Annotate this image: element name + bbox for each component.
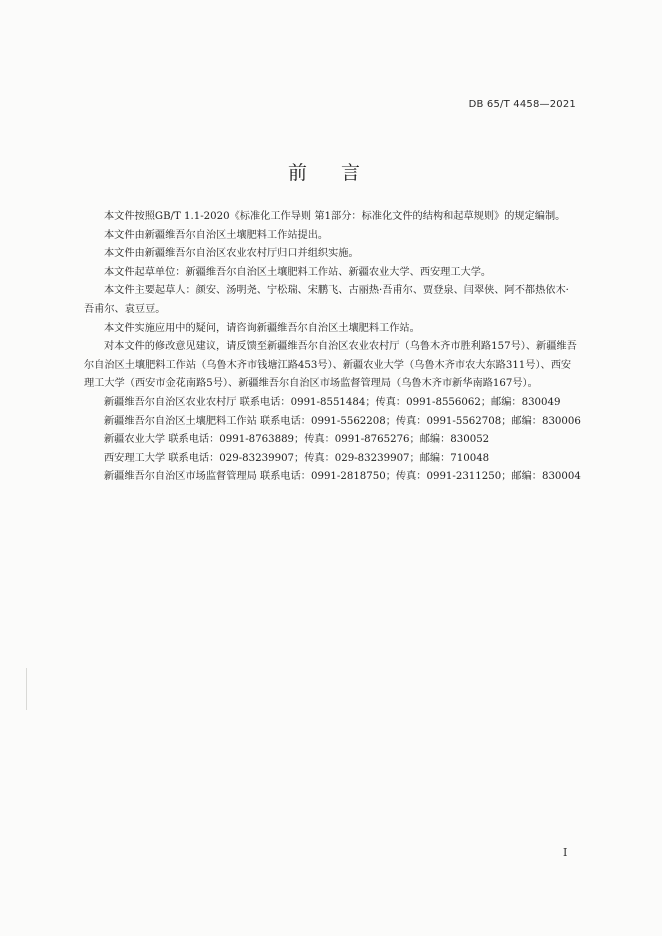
contact-line: 新疆维吾尔自治区农业农村厅 联系电话：0991-8551484；传真：0991-8556062；邮编：830049 xyxy=(104,396,561,408)
paragraph-drafting-rules: 本文件按照GB/T 1.1-2020《标准化工作导则 第1部分：标准化文件的结构和起草规则》的规定编制。 xyxy=(104,211,566,222)
paragraph-proposed-by: 本文件由新疆维吾尔自治区土壤肥料工作站提出。 xyxy=(104,229,329,241)
paragraph-consultation: 本文件实施应用中的疑问，请咨询新疆维吾尔自治区土壤肥料工作站。 xyxy=(104,322,420,334)
paragraph-managed-by: 本文件由新疆维吾尔自治区农业农村厅归口并组织实施。 xyxy=(104,248,359,260)
page-number: I xyxy=(563,846,568,859)
paragraph-drafters: 本文件主要起草人：颜安、汤明尧、宁松瑞、宋鹏飞、古丽热·吾甫尔、贾登泉、闫翠侠、阿不都热依木·吾甫尔、袁豆豆。 xyxy=(84,285,569,315)
paragraph-drafting-units: 本文件起草单位：新疆维吾尔自治区土壤肥料工作站、新疆农业大学、西安理工大学。 xyxy=(104,266,492,278)
contact-line: 西安理工大学 联系电话：029-83239907；传真：029-83239907；邮编：710048 xyxy=(104,452,490,464)
document-code: DB 65/T 4458—2021 xyxy=(468,99,576,110)
foreword-body xyxy=(84,208,581,487)
paragraph-feedback-addresses: 对本文件的修改意见建议，请反馈至新疆维吾尔自治区农业农村厅（乌鲁木齐市胜利路157号）、新疆维吾尔自治区土壤肥料工作站（乌鲁木齐市钱塘江路453号）、新疆农业大学（乌鲁木齐市农大东路311号）、西安理工大学（西安市金花南路5号）、新疆维吾尔自治区市场监督管理局（乌鲁木齐市新华南路167号）。 xyxy=(84,341,577,390)
contact-line: 新疆维吾尔自治区市场监督管理局 联系电话：0991-2818750；传真：0991-2311250；邮编：830004 xyxy=(104,471,581,483)
contact-line: 新疆农业大学 联系电话：0991-8763889；传真：0991-8765276；邮编：830052 xyxy=(104,434,490,446)
contact-line: 新疆维吾尔自治区土壤肥料工作站 联系电话：0991-5562208；传真：0991-5562708；邮编：830006 xyxy=(104,415,581,427)
page-title: 前 言 xyxy=(287,162,375,184)
scan-artifact xyxy=(26,668,27,710)
